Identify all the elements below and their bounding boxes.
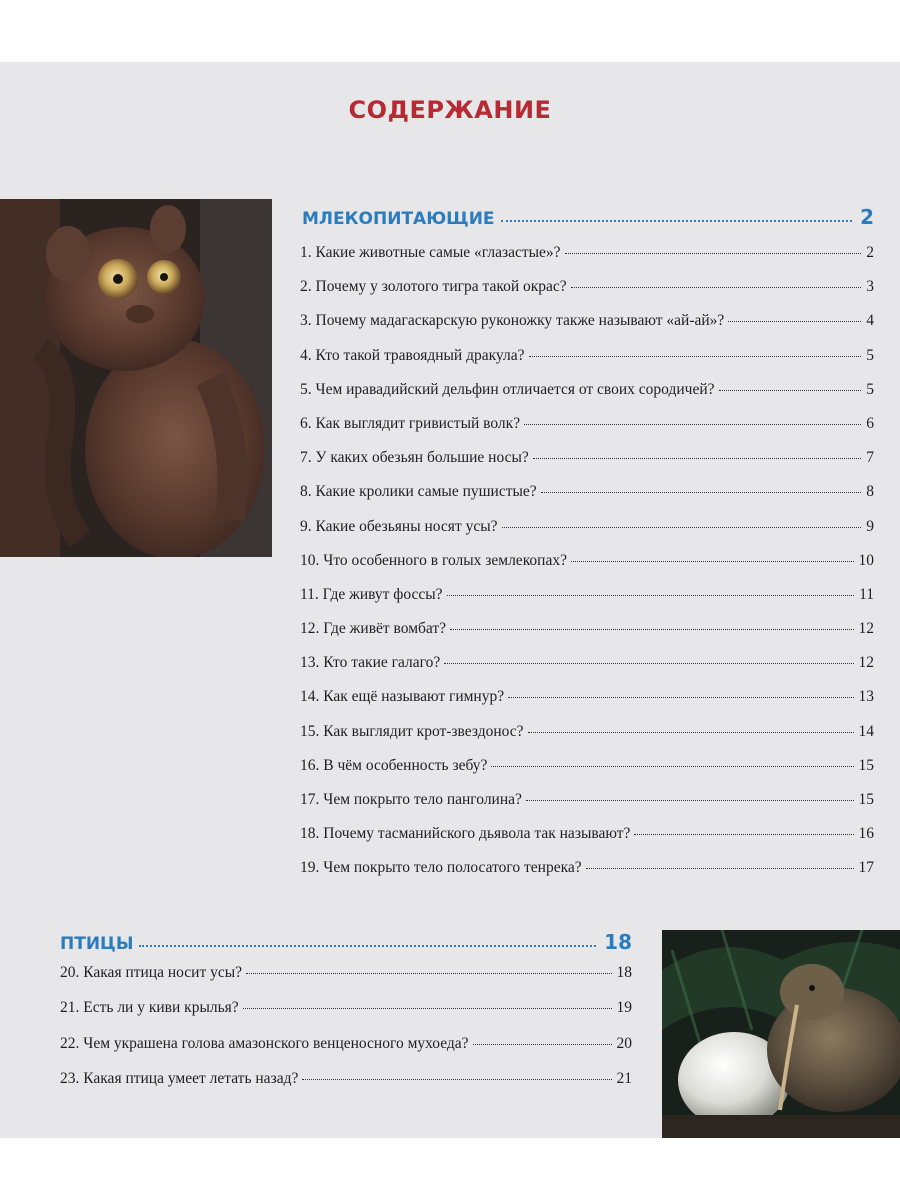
toc-item-page: 19 [616,999,632,1017]
toc-item[interactable] [300,347,874,381]
toc-item[interactable] [300,552,874,586]
dot-leader [634,834,853,835]
section-title: ПТИЦЫ [60,934,134,954]
book-page [0,62,900,1138]
dot-leader [502,527,862,528]
toc-item-page: 18 [616,964,632,981]
dot-leader [541,492,862,493]
toc-item[interactable] [300,415,874,449]
toc-item-text: 10. Что особенного в голых землекопах? [300,551,567,569]
toc-item-page: 6 [866,414,874,432]
dot-leader [526,800,854,801]
toc-item-page: 17 [858,859,874,877]
toc-item-text: 11. Где живут фоссы? [300,585,443,603]
toc-item[interactable] [300,381,874,415]
toc-item[interactable] [300,620,874,654]
toc-item-page: 10 [858,551,874,569]
toc-item-page: 13 [858,688,874,706]
toc-item-page: 20 [616,1034,632,1052]
dot-leader [473,1044,612,1045]
dot-leader [565,253,862,254]
page-title: СОДЕРЖАНИЕ [348,96,552,124]
toc-item-page: 8 [866,483,874,501]
toc-item-page: 9 [866,517,874,535]
section-header-birds[interactable] [60,930,632,954]
toc-item-page: 21 [616,1070,632,1088]
toc-item[interactable] [300,825,874,859]
toc-item-page: 15 [858,756,874,774]
kiwi-photo [662,930,900,1138]
section-title: МЛЕКОПИТАЮЩИЕ [302,209,495,229]
dot-leader [246,973,611,974]
toc-item-text: 16. В чём особенность зебу? [300,756,488,774]
toc-item-page: 16 [858,825,874,843]
toc-list-birds [60,964,632,1106]
toc-item-page: 7 [866,449,874,467]
toc-item-text: 6. Как выглядит гривистый волк? [300,414,521,432]
toc-item[interactable] [300,449,874,483]
toc-item-text: 1. Какие животные самые «глазастые»? [300,244,561,261]
dot-leader [447,595,855,596]
toc-item[interactable] [300,688,874,722]
toc-item[interactable] [300,723,874,757]
dot-leader [139,945,596,947]
toc-item-text: 19. Чем покрыто тело полосатого тенрека? [300,859,582,877]
dot-leader [524,424,861,425]
toc-item-text: 18. Почему тасманийского дьявола так называют? [300,825,631,843]
toc-item-text: 15. Как выглядит крот-звездонос? [300,722,524,740]
toc-item[interactable] [300,791,874,825]
toc-item-page: 14 [858,722,874,740]
toc-item[interactable] [60,1035,632,1070]
toc-item[interactable] [300,518,874,552]
toc-item-text: 2. Почему у золотого тигра такой окрас? [300,278,567,296]
toc-item-text: 23. Какая птица умеет летать назад? [60,1070,299,1088]
toc-item-text: 17. Чем покрыто тело панголина? [300,791,522,808]
toc-item-text: 21. Есть ли у киви крылья? [60,999,239,1017]
section-page-number: 18 [604,930,632,954]
toc-item-text: 4. Кто такой травоядный дракула? [300,346,525,364]
toc-item-text: 7. У каких обезьян большие носы? [300,449,529,467]
dot-leader [302,1079,611,1080]
dot-leader [533,458,861,459]
toc-item[interactable] [300,586,874,620]
toc-item[interactable] [300,278,874,312]
dot-leader [508,697,853,698]
toc-item-page: 4 [866,312,874,330]
toc-item[interactable] [300,483,874,517]
toc-list-mammals [300,244,874,894]
toc-item[interactable] [60,1070,632,1105]
toc-item-page: 12 [858,654,874,672]
toc-item[interactable] [300,859,874,893]
toc-item-text: 3. Почему мадагаскарскую руконожку также называют «ай-ай»? [300,312,725,330]
toc-item-text: 8. Какие кролики самые пушистые? [300,483,537,501]
section-page-number: 2 [860,205,874,229]
toc-item-page: 2 [866,244,874,261]
toc-item-text: 13. Кто такие галаго? [300,654,441,672]
toc-item[interactable] [300,654,874,688]
tarsier-photo [0,199,272,557]
dot-leader [491,766,853,767]
toc-item[interactable] [60,964,632,999]
toc-item[interactable] [300,244,874,278]
dot-leader [529,356,862,357]
dot-leader [243,1008,612,1009]
dot-leader [586,868,854,869]
toc-item-text: 20. Какая птица носит усы? [60,964,243,981]
section-header-mammals[interactable] [302,205,874,229]
dot-leader [450,629,853,630]
toc-item-text: 5. Чем иравадийский дельфин отличается от своих сородичей? [300,380,715,398]
toc-item[interactable] [60,999,632,1034]
dot-leader [528,732,854,733]
toc-item-text: 14. Как ещё называют гимнур? [300,688,505,706]
toc-item-text: 12. Где живёт вомбат? [300,620,447,638]
toc-item-page: 12 [858,620,874,638]
dot-leader [571,287,862,288]
toc-item-page: 5 [866,346,874,364]
toc-item[interactable] [300,312,874,346]
toc-item-text: 22. Чем украшена голова амазонского венценосного мухоеда? [60,1034,469,1052]
toc-item-page: 11 [859,585,874,603]
dot-leader [501,220,853,222]
dot-leader [571,561,854,562]
toc-item-page: 3 [866,278,874,296]
toc-item-page: 5 [866,380,874,398]
dot-leader [719,390,862,391]
toc-item[interactable] [300,757,874,791]
dot-leader [444,663,853,664]
toc-item-text: 9. Какие обезьяны носят усы? [300,517,498,535]
dot-leader [728,321,861,322]
toc-item-page: 15 [858,791,874,808]
